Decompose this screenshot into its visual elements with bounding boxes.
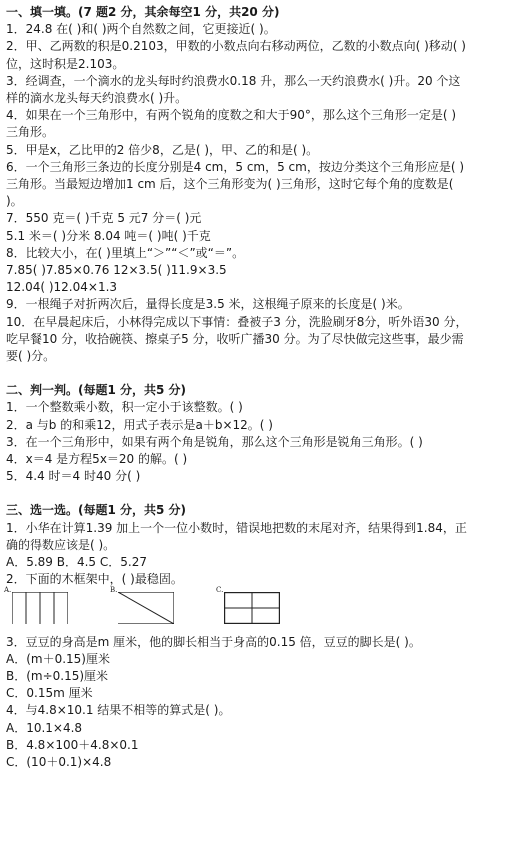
s3-q3: 3．豆豆的身高是m 厘米，他的脚长相当于身高的0.15 倍，豆豆的脚长是( )。 <box>6 634 421 649</box>
s3-q4-option-a: A．10.1×4.8 <box>6 720 83 735</box>
s2-line-4: 4．x＝4 是方程5x＝20 的解。( ) <box>6 452 188 467</box>
s1-line-5: 样的滴水龙头每天约浪费水( )升。 <box>6 91 188 106</box>
frame-c-drawing <box>224 592 280 624</box>
s3-q4-option-b: B．4.8×100＋4.8×0.1 <box>6 737 139 752</box>
s1-line-9: 6．一个三角形三条边的长度分别是4 cm，5 cm，5 cm，按边分类这个三角形应是( ) <box>6 159 465 174</box>
s1-line-18: 10．在早晨起床后，小林得完成以下事情：叠被子3 分，洗脸刷牙8分，听外语30 分， <box>6 314 468 329</box>
frame-a <box>4 585 64 624</box>
s1-line-14: 8．比较大小，在( )里填上“＞”“＜”或“＝”。 <box>6 245 245 260</box>
s3-q3-option-c: C．0.15m 厘米 <box>6 686 93 701</box>
spacer <box>6 485 515 502</box>
s1-line-6: 4．如果在一个三角形中，有两个锐角的度数之和大于90°，那么这个三角形一定是( ) <box>6 108 457 123</box>
frame-a-label: A. <box>4 585 12 594</box>
section2-title: 二、判一判。(每题1 分，共5 分) <box>6 383 187 398</box>
s1-line-8: 5．甲是x，乙比甲的2 倍少8，乙是( )，甲、乙的和是( )。 <box>6 142 319 157</box>
s2-line-3: 3．在一个三角形中，如果有两个角是锐角，那么这个三角形是锐角三角形。( ) <box>6 434 423 449</box>
section1-title: 一、填一填。(7 题2 分，其余每空1 分，共20 分) <box>6 5 280 19</box>
frame-c-label: C. <box>216 585 224 594</box>
s1-line-15: 7.85( )7.85×0.76 12×3.5( )11.9×3.5 <box>6 263 227 278</box>
frame-b <box>110 585 170 624</box>
s1-line-2: 2．甲、乙两数的积是0.2103，甲数的小数点向右移动两位，乙数的小数点向( )移动( ) <box>6 39 466 54</box>
s1-line-19: 吃早餐10 分，收拾碗筷、擦桌子5 分，收听广播30 分。为了尽快做完这些事，最少需 <box>6 331 464 346</box>
frame-b-label: B. <box>110 585 118 594</box>
s3-q4: 4．与4.8×10.1 结果不相等的算式是( )。 <box>6 703 231 718</box>
s2-line-5: 5．4.4 时＝4 时40 分( ) <box>6 469 141 484</box>
frame-c <box>216 585 276 624</box>
s2-line-1: 1．一个整数乘小数，积一定小于该整数。( ) <box>6 400 243 415</box>
s1-line-12: 7．550 克＝( )千克 5 元7 分＝( )元 <box>6 211 202 226</box>
s1-line-7: 三角形。 <box>6 125 55 140</box>
section3-body <box>6 520 515 771</box>
s1-line-20: 要( )分。 <box>6 349 56 364</box>
section2-body <box>6 399 515 485</box>
s1-line-1: 1．24.8 在( )和( )两个自然数之间，它更接近( )。 <box>6 22 276 37</box>
s1-line-13: 5.1 米＝( )分米 8.04 吨＝( )吨( )千克 <box>6 228 211 243</box>
section1-body <box>6 21 515 365</box>
s1-line-4: 3．经调查，一个滴水的龙头每时约浪费水0.18 升，那么一天约浪费水( )升。20 个这 <box>6 73 461 88</box>
s3-q4-option-c: C．(10＋0.1)×4.8 <box>6 754 112 769</box>
s1-line-3: 位，这时积是2.103。 <box>6 56 125 71</box>
wood-frames-figure <box>4 585 515 630</box>
s3-q3-option-a: A．(m＋0.15)厘米 <box>6 651 110 666</box>
section3-title: 三、选一选。(每题1 分，共5 分) <box>6 503 187 518</box>
s1-line-11: )。 <box>6 194 23 209</box>
s3-q1-line-1: 1．小华在计算1.39 加上一个一位小数时，错误地把数的末尾对齐，结果得到1.84，正 <box>6 520 467 535</box>
s1-line-10: 三角形。当最短边增加1 cm 后，这个三角形变为( )三角形，这时它每个角的度数是( <box>6 177 454 192</box>
s2-line-2: 2．a 与b 的和乘12，用式子表示是a＋b×12。( ) <box>6 417 273 432</box>
s3-q3-option-b: B．(m÷0.15)厘米 <box>6 668 109 683</box>
spacer <box>6 365 515 382</box>
frame-a-drawing <box>12 592 68 624</box>
s3-q1-options: A．5.89 B．4.5 C．5.27 <box>6 555 147 570</box>
s3-q1-line-2: 确的得数应该是( )。 <box>6 537 116 552</box>
frame-b-drawing <box>118 592 174 624</box>
s3-q2: 2．下面的木框架中，( )最稳固。 <box>6 572 183 587</box>
s1-line-16: 12.04( )12.04×1.3 <box>6 280 118 295</box>
s1-line-17: 9．一根绳子对折两次后，量得长度是3.5 米，这根绳子原来的长度是( )米。 <box>6 297 410 312</box>
